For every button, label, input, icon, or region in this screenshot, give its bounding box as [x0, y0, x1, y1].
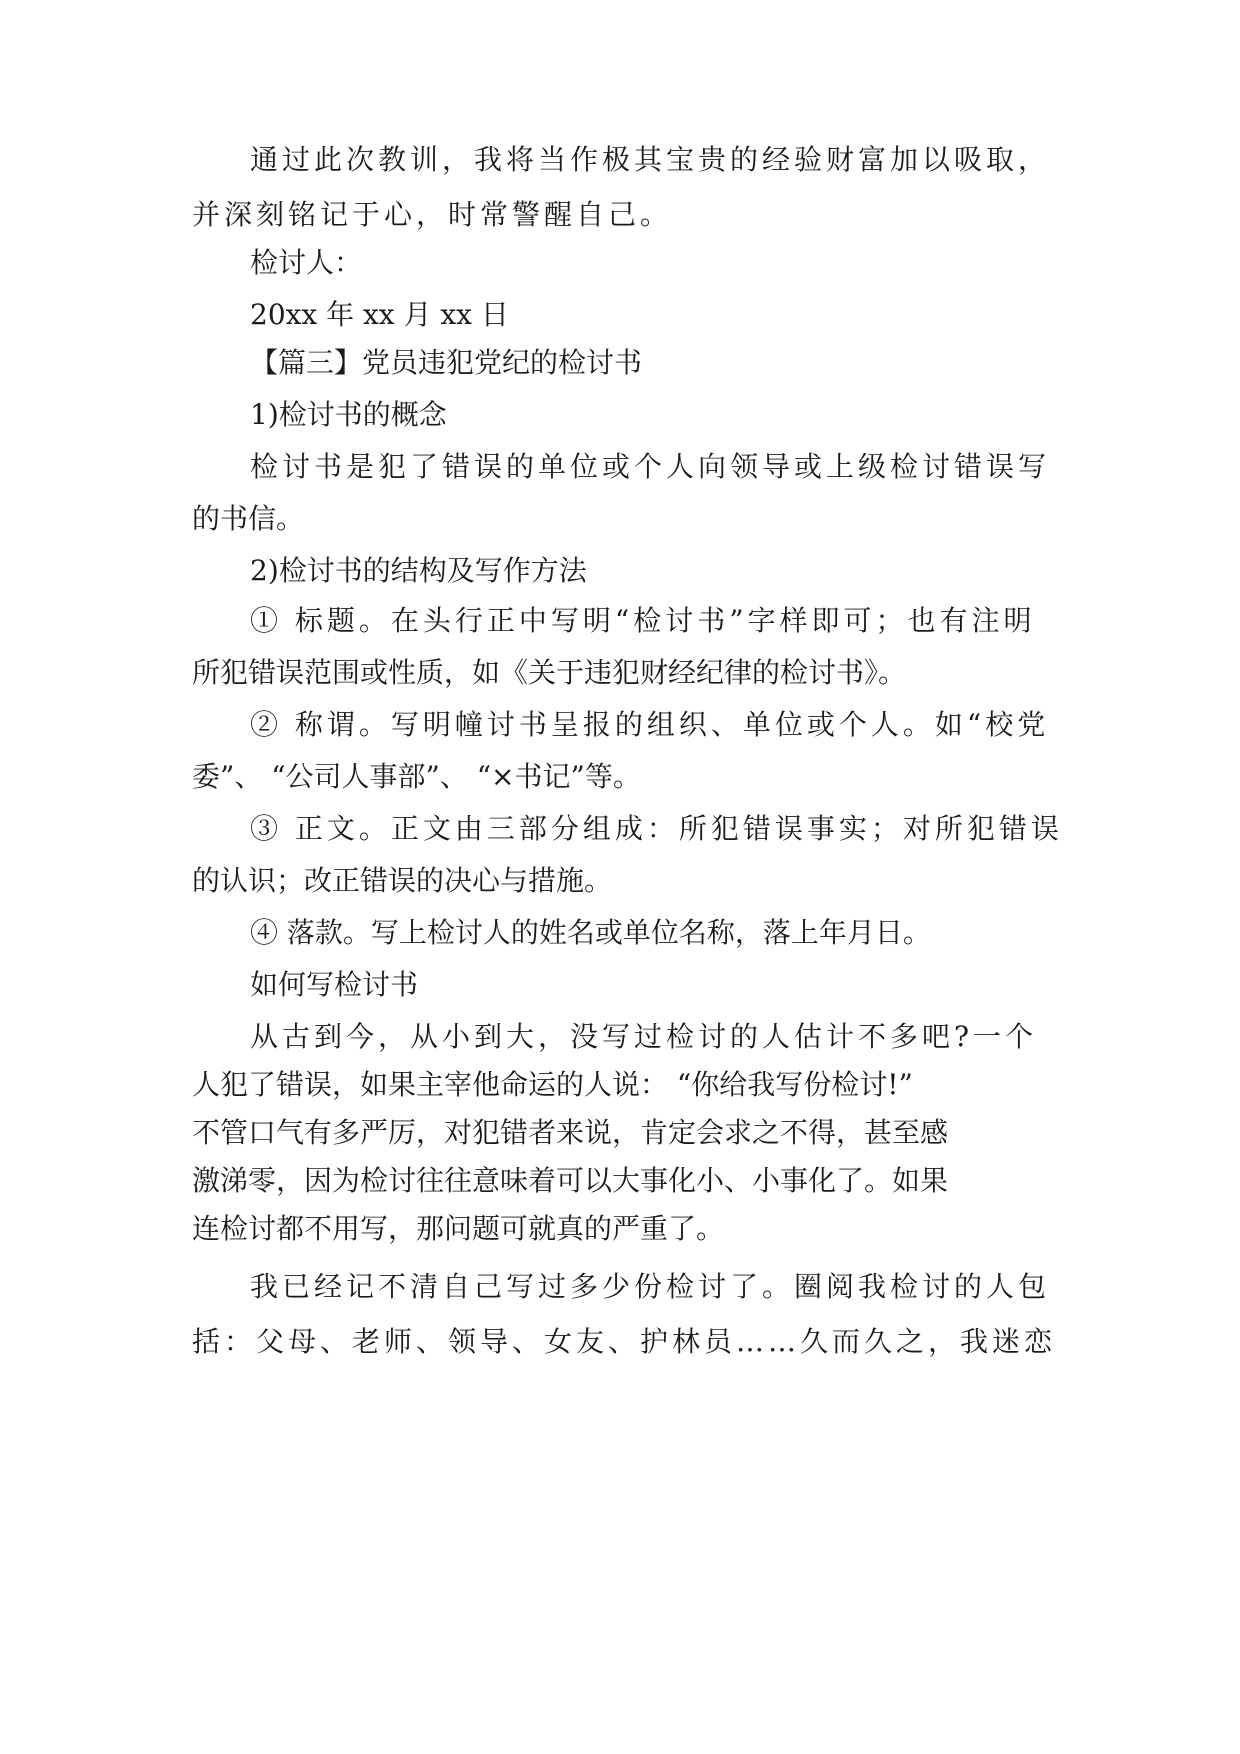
- paragraph-line: 检讨书是犯了错误的单位或个人向领导或上级检讨错误写: [250, 450, 1051, 483]
- paragraph-line: 通过此次教训，我将当作极其宝贵的经验财富加以吸取，: [250, 143, 1051, 176]
- subheading: 1)检讨书的概念: [250, 398, 447, 431]
- subheading: 如何写检讨书: [250, 968, 419, 1001]
- paragraph-line: 不管口气有多严厉，对犯错者来说，肯定会求之不得，甚至感: [192, 1116, 949, 1149]
- paragraph-line: 的书信。: [192, 502, 305, 535]
- paragraph-line: 的认识；改正错误的决心与措施。: [192, 864, 613, 897]
- section-heading: 【篇三】党员违犯党纪的检讨书: [250, 346, 643, 379]
- paragraph-line: 人犯了错误，如果主宰他命运的人说： “你给我写份检讨!”: [192, 1068, 913, 1101]
- list-item: ④ 落款。写上检讨人的姓名或单位名称，落上年月日。: [250, 916, 931, 949]
- paragraph-line: 括：父母、老师、领导、女友、护林员……久而久之，我迷恋: [192, 1325, 1057, 1358]
- list-item: ② 称谓。写明幢讨书呈报的组织、单位或个人。如“校党: [250, 708, 1050, 741]
- list-item: ① 标题。在头行正中写明“检讨书”字样即可；也有注明: [250, 604, 1036, 637]
- paragraph-line: 从古到今，从小到大，没写过检讨的人估计不多吧?一个: [250, 1020, 1038, 1053]
- date-line: 20xx 年 xx 月 xx 日: [250, 298, 509, 331]
- signer-label: 检讨人：: [250, 246, 363, 279]
- paragraph-line: 所犯错误范围或性质，如《关于违犯财经纪律的检讨书》。: [192, 656, 907, 689]
- paragraph-line: 我已经记不清自己写过多少份检讨了。圈阅我检讨的人包: [250, 1270, 1051, 1303]
- paragraph-line: 委”、 “公司人事部”、 “×书记”等。: [192, 760, 641, 793]
- list-item: ③ 正文。正文由三部分组成：所犯错误事实；对所犯错误: [250, 812, 1063, 845]
- paragraph-line: 连检讨都不用写，那问题可就真的严重了。: [192, 1212, 725, 1245]
- paragraph-line: 并深刻铭记于心，时常警醒自己。: [192, 198, 673, 231]
- subheading: 2)检讨书的结构及写作方法: [250, 554, 587, 587]
- paragraph-line: 激涕零，因为检讨往往意味着可以大事化小、小事化了。如果: [192, 1164, 949, 1197]
